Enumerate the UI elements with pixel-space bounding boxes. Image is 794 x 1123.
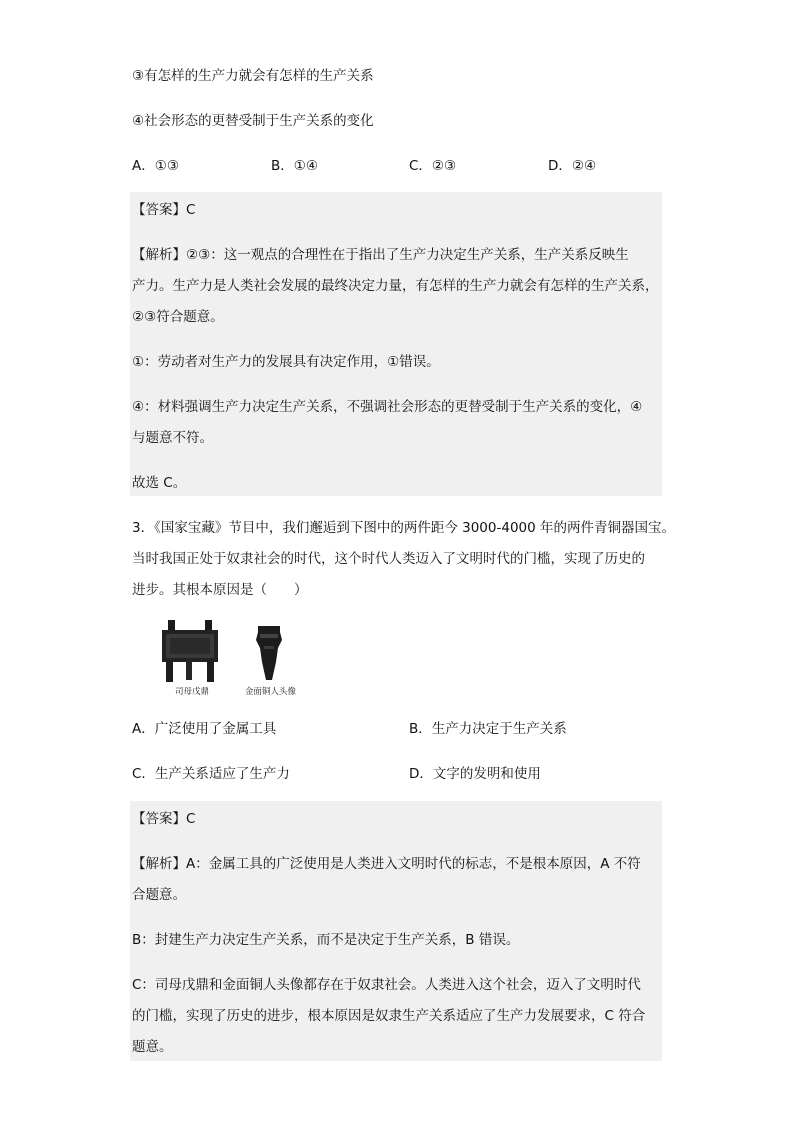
analysis-tag: 【解析】 [132,247,186,263]
q3-option-d: D．文字的发明和使用 [409,766,541,782]
answer-letter: C [186,811,196,827]
analysis-q2-line-2: 产力。生产力是人类社会发展的最终决定力量，有怎样的生产力就会有怎样的生产关系， [132,278,659,294]
analysis-q3-para-2: B：封建生产力决定生产关系，而不是决定于生产关系，B 错误。 [132,932,520,948]
answer-letter: C [186,202,196,218]
answer-tag: 【答案】 [132,202,186,218]
gold-mask-bronze-head-image [254,622,284,684]
analysis-q3-line-1 [132,854,641,874]
q3-option-a: A．广泛使用了金属工具 [132,721,277,737]
analysis-q2-para-3-line-1: ④：材料强调生产力决定生产关系，不强调社会形态的更替受制于生产关系的变化，④ [132,399,643,415]
analysis-q2-line-3: ②③符合题意。 [132,309,224,325]
analysis-q3-para-3-line-3: 题意。 [132,1039,173,1055]
analysis-tag: 【解析】 [132,856,186,872]
analysis-q2-para-3-line-2: 与题意不符。 [132,430,213,446]
analysis-text: A：金属工具的广泛使用是人类进入文明时代的标志，不是根本原因，A 不符 [186,856,641,872]
analysis-text: ②③：这一观点的合理性在于指出了生产力决定生产关系，生产关系反映生 [186,247,629,263]
q3-option-b: B．生产力决定于生产关系 [409,721,567,737]
answer-q3 [132,809,195,829]
analysis-q3-para-3-line-1: C：司母戊鼎和金面铜人头像都存在于奴隶社会。人类进入这个社会，迈入了文明时代 [132,977,641,993]
analysis-q2-para-2: ①：劳动者对生产力的发展具有决定作用，①错误。 [132,354,440,370]
simuwu-ding-image [160,620,220,682]
q3-stem-line-1: 3．《国家宝藏》节目中，我们邂逅到下图中的两件距今 3000-4000 年的两件青铜器国宝。 [132,520,676,536]
q2-option-a: A．①③ [132,158,179,174]
image-caption-head: 金面铜人头像 [245,687,297,697]
q3-stem-line-3: 进步。其根本原因是（ ） [132,582,308,598]
answer-tag: 【答案】 [132,811,186,827]
q2-option-b: B．①④ [271,158,318,174]
image-caption-ding: 司母戊鼎 [175,687,210,697]
q3-option-c: C．生产关系适应了生产力 [132,766,290,782]
statement-3: ③有怎样的生产力就会有怎样的生产关系 [132,68,374,84]
analysis-q3-para-3-line-2: 的门槛，实现了历史的进步，根本原因是奴隶生产关系适应了生产力发展要求，C 符合 [132,1008,646,1024]
analysis-q3-line-2: 合题意。 [132,887,186,903]
answer-block-q2 [130,192,662,496]
statement-4: ④社会形态的更替受制于生产关系的变化 [132,113,374,129]
q3-stem-line-2: 当时我国正处于奴隶社会的时代，这个时代人类迈入了文明时代的门槛，实现了历史的 [132,551,645,567]
answer-q2 [132,200,195,220]
analysis-q2-conclusion: 故选 C。 [132,475,187,491]
analysis-q2-line-1 [132,245,629,265]
q2-option-d: D．②④ [548,158,597,174]
q2-option-c: C．②③ [409,158,457,174]
